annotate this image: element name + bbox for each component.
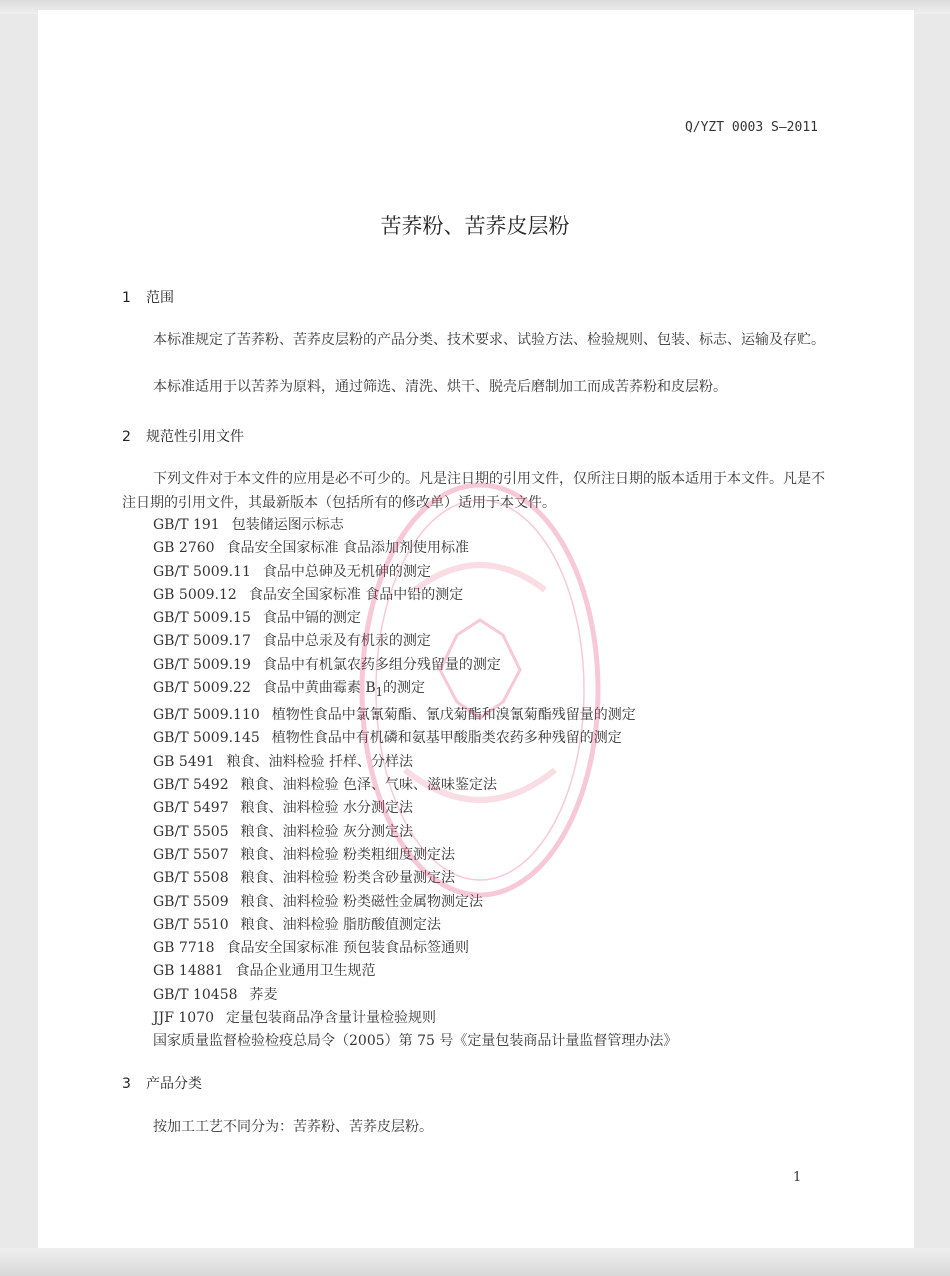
list-item	[153, 1030, 677, 1053]
reference-title: 食品中黄曲霉素 B	[262, 680, 376, 697]
list-item	[153, 797, 677, 820]
reference-title: 植物性食品中有机磷和氨基甲酸脂类农药多种残留的测定	[271, 730, 622, 747]
list-item	[153, 960, 677, 983]
references-intro: 下列文件对于本文件的应用是必不可少的。凡是注日期的引用文件，仅所注日期的版本适用于本文件。凡是不注日期的引用文件，其最新版本（包括所有的修改单）适用于本文件。	[122, 471, 825, 511]
list-item	[153, 844, 677, 867]
reference-title: 粮食、油料检验 粉类含砂量测定法	[240, 870, 456, 887]
reference-code: GB/T 5492	[153, 777, 229, 794]
list-item	[153, 677, 677, 704]
section-title: 范围	[146, 290, 174, 306]
reference-title: 粮食、油料检验 色泽、气味、滋味鉴定法	[240, 777, 498, 794]
reference-code: GB 5491	[153, 753, 215, 770]
list-item	[153, 704, 677, 727]
list-item	[153, 774, 677, 797]
list-item	[153, 584, 677, 607]
reference-title: 荞麦	[249, 986, 278, 1003]
list-item	[153, 630, 677, 653]
reference-title: 食品安全国家标准 预包装食品标签通则	[226, 940, 470, 957]
section-2-heading	[122, 426, 244, 446]
reference-code: GB/T 5009.17	[153, 633, 251, 650]
list-item	[153, 654, 677, 677]
reference-code: GB/T 5505	[153, 823, 229, 840]
list-item	[153, 607, 677, 630]
reference-code: GB/T 5009.22	[153, 680, 251, 697]
reference-title: 食品中有机氯农药多组分残留量的测定	[262, 656, 501, 673]
reference-title: 国家质量监督检验检疫总局令（2005）第 75 号《定量包装商品计量监督管理办法》	[153, 1033, 678, 1050]
list-item	[153, 727, 677, 750]
section-number: 1	[122, 290, 131, 306]
reference-title: 食品安全国家标准 食品中铅的测定	[248, 586, 464, 603]
reference-code: GB/T 5510	[153, 916, 229, 933]
reference-code: GB/T 191	[153, 517, 220, 533]
reference-title: 食品企业通用卫生规范	[235, 963, 376, 980]
reference-code: GB 5009.12	[153, 586, 237, 603]
section-number: 2	[122, 429, 131, 445]
section-1-heading	[122, 287, 174, 307]
reference-code: GB/T 5009.11	[153, 563, 251, 580]
reference-title: 食品中总汞及有机汞的测定	[262, 633, 431, 650]
reference-title-suffix: 的测定	[383, 680, 426, 697]
reference-title: 食品中总砷及无机砷的测定	[262, 563, 431, 580]
section-title: 产品分类	[146, 1076, 202, 1092]
section-3-heading	[122, 1073, 202, 1093]
reference-title: 粮食、油料检验 脂肪酸值测定法	[240, 916, 442, 933]
reference-code: GB/T 5009.110	[153, 707, 260, 724]
list-item	[153, 1007, 677, 1030]
reference-title: 粮食、油料检验 灰分测定法	[240, 823, 414, 840]
list-item	[153, 867, 677, 890]
reference-title: 植物性食品中氯氰菊酯、氰戊菊酯和溴氰菊酯残留量的测定	[271, 707, 636, 724]
list-item	[153, 514, 677, 537]
reference-list	[153, 514, 677, 1054]
reference-code: GB 2760	[153, 540, 215, 557]
reference-code: JJF 1070	[153, 1010, 215, 1027]
list-item	[153, 751, 677, 774]
list-item	[153, 937, 677, 960]
page-number: 1	[793, 1170, 802, 1185]
reference-code: GB/T 5009.19	[153, 656, 251, 673]
reference-code: GB 7718	[153, 940, 215, 957]
reference-code: GB/T 5508	[153, 870, 229, 887]
list-item	[153, 537, 677, 560]
list-item	[153, 914, 677, 937]
reference-title: 粮食、油料检验 粉类磁性金属物测定法	[240, 893, 484, 910]
reference-title: 粮食、油料检验 扦样、分样法	[226, 753, 414, 770]
reference-code: GB/T 10458	[153, 986, 238, 1003]
list-item	[153, 891, 677, 914]
reference-code: GB 14881	[153, 963, 224, 980]
reference-code: GB/T 5009.145	[153, 730, 260, 747]
reference-code: GB/T 5497	[153, 800, 229, 817]
list-item	[153, 821, 677, 844]
list-item	[153, 984, 677, 1007]
page-title: 苦荞粉、苦荞皮层粉	[380, 214, 570, 238]
reference-title: 粮食、油料检验 水分测定法	[240, 800, 414, 817]
subscript: 1	[375, 684, 384, 699]
scan-bottom-edge	[0, 1248, 950, 1276]
section-number: 3	[122, 1076, 131, 1092]
classification-paragraph: 按加工工艺不同分为：苦荞粉、苦荞皮层粉。	[153, 1119, 433, 1135]
scope-paragraph-1: 本标准规定了苦荞粉、苦荞皮层粉的产品分类、技术要求、试验方法、检验规则、包装、标志、运输及存贮。	[153, 332, 825, 348]
reference-code: GB/T 5009.15	[153, 610, 251, 627]
section-title: 规范性引用文件	[146, 429, 244, 445]
reference-title: 粮食、油料检验 粉类粗细度测定法	[240, 846, 456, 863]
reference-title: 定量包装商品净含量计量检验规则	[226, 1010, 437, 1027]
reference-title: 包装储运图示标志	[231, 517, 344, 533]
reference-code: GB/T 5507	[153, 846, 229, 863]
reference-title: 食品安全国家标准 食品添加剂使用标准	[226, 540, 470, 557]
reference-title: 食品中镉的测定	[262, 610, 361, 627]
document-code: Q/YZT 0003 S—2011	[684, 120, 818, 135]
reference-code: GB/T 5509	[153, 893, 229, 910]
list-item	[153, 561, 677, 584]
scope-paragraph-2: 本标准适用于以苦荞为原料，通过筛选、清洗、烘干、脱壳后磨制加工而成苦荞粉和皮层粉。	[153, 379, 727, 395]
